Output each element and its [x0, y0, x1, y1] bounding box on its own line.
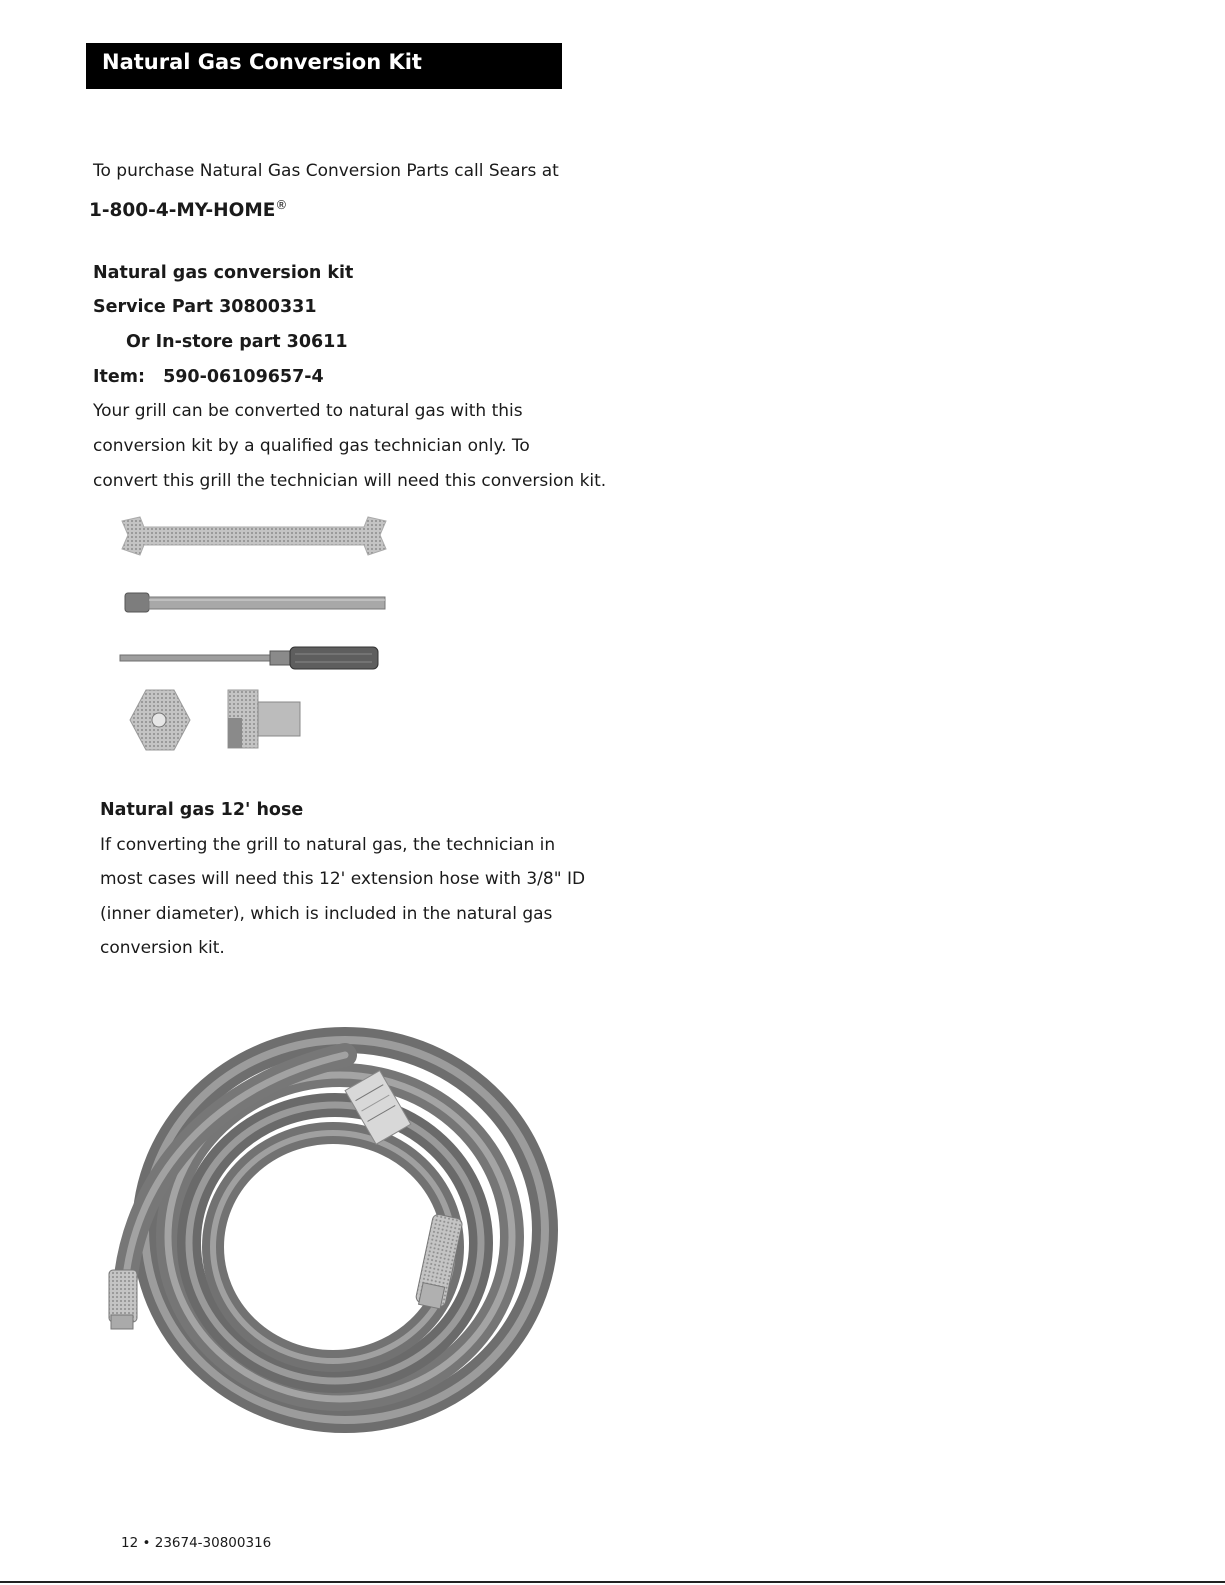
hose-illustration — [95, 1015, 555, 1445]
page-footer: 12 • 23674-30800316 — [121, 1535, 272, 1551]
item-label: Item: — [93, 367, 145, 387]
bottom-rule — [0, 1581, 1225, 1583]
service-part: Service Part 30800331 — [93, 297, 317, 317]
kit-text-line: convert this grill the technician will need this conversion kit. — [93, 471, 607, 491]
hose-heading: Natural gas 12' hose — [100, 800, 304, 820]
phone-number: 1-800-4-MY-HOME — [89, 200, 276, 222]
screwdriver-illustration — [120, 645, 382, 671]
item-line — [93, 367, 324, 387]
hose-text-line: conversion kit. — [100, 938, 225, 958]
kit-text-line: Your grill can be converted to natural gas with this — [93, 401, 523, 421]
intro-text: To purchase Natural Gas Conversion Parts call Sears at — [93, 161, 559, 181]
page-title-bar — [86, 43, 562, 89]
orifice-nut-illustration — [128, 688, 192, 752]
hose-text-line: If converting the grill to natural gas, the technician in — [100, 835, 556, 855]
registered-mark: ® — [275, 198, 288, 212]
elbow-fitting-illustration — [228, 690, 304, 750]
item-number: 590-06109657-4 — [163, 367, 324, 387]
instore-part: Or In-store part 30611 — [126, 332, 348, 352]
kit-text-line: conversion kit by a qualified gas technician only. To — [93, 436, 530, 456]
hose-text-line: most cases will need this 12' extension hose with 3/8" ID — [100, 869, 586, 889]
phone-number-line — [89, 195, 287, 221]
wrench-illustration — [118, 515, 390, 557]
kit-heading: Natural gas conversion kit — [93, 263, 354, 283]
hose-text-line: (inner diameter), which is included in the natural gas — [100, 904, 553, 924]
nut-driver-illustration — [125, 590, 387, 616]
page-title: Natural Gas Conversion Kit — [102, 50, 422, 74]
